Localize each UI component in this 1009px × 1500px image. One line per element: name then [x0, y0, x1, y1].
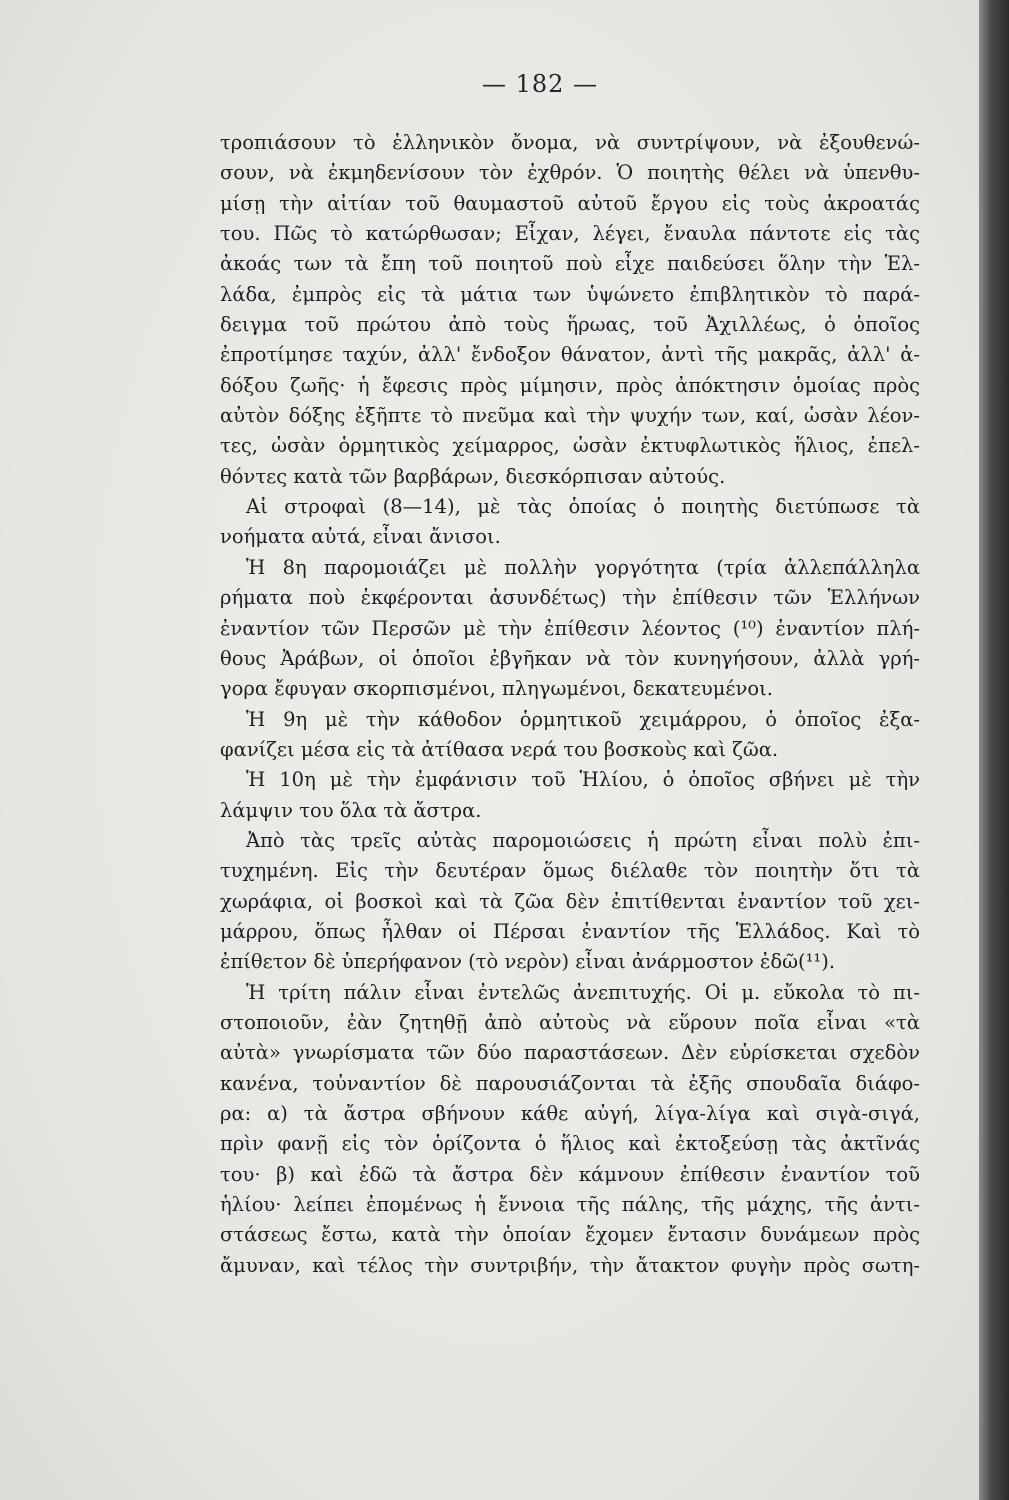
- text-line: δόξου ζωῆς· ἡ ἔφεσις πρὸς μίμησιν, πρὸς ἀπόκτησιν ὁμοίας πρὸς: [220, 373, 920, 397]
- text-line: Ἡ 8η παρομοιάζει μὲ πολλὴν γοργότητα (τρία ἀλλεπάλληλα: [246, 555, 920, 579]
- text-line: Αἱ στροφαὶ (8—14), μὲ τὰς ὁποίας ὁ ποιητὴς διετύπωσε τὰ: [246, 495, 920, 519]
- text-line: ἐπίθετον δὲ ὑπερήφανον (τὸ νερὸν) εἶναι ἀνάρμοστον ἐδῶ(¹¹).: [220, 950, 836, 974]
- text-line: τροπιάσουν τὸ ἑλληνικὸν ὄνομα, νὰ συντρίψουν, νὰ ἐξουθενώ-: [220, 131, 920, 154]
- text-line: του. Πῶς τὸ κατώρθωσαν; Εἶχαν, λέγει, ἔναυλα πάντοτε εἰς τὰς: [220, 222, 920, 246]
- text-line: Ἡ 9η μὲ τὴν κάθοδον ὁρμητικοῦ χειμάρρου, ὁ ὁποῖος ἐξα-: [246, 707, 920, 731]
- text-line: ἄμυναν, καὶ τέλος τὴν συντριβήν, τὴν ἄτακτον φυγὴν πρὸς σωτη-: [220, 1253, 920, 1277]
- text-line: θόντες κατὰ τῶν βαρβάρων, διεσκόρπισαν αὐτούς.: [220, 464, 726, 488]
- text-line: θους Ἀράβων, οἱ ὁποῖοι ἐβγῆκαν νὰ τὸν κυνηγήσουν, ἀλλὰ γρή-: [220, 646, 920, 670]
- text-line: τυχημένη. Εἰς τὴν δευτέραν ὅμως διέλαθε τὸν ποιητὴν ὅτι τὰ: [220, 859, 920, 883]
- text-line: μάρρου, ὅπως ἦλθαν οἱ Πέρσαι ἐναντίον τῆς Ἑλλάδος. Καὶ τὸ: [220, 919, 920, 943]
- text-line: μίσῃ τὴν αἰτίαν τοῦ θαυμαστοῦ αὐτοῦ ἔργου εἰς τοὺς ἀκροατάς: [220, 191, 920, 215]
- text-line: ἡλίου· λείπει ἐπομένως ἡ ἔννοια τῆς πάλης, τῆς μάχης, τῆς ἀντι-: [220, 1193, 920, 1217]
- text-line: δειγμα τοῦ πρώτου ἀπὸ τοὺς ἥρωας, τοῦ Ἀχιλλέως, ὁ ὁποῖος: [220, 313, 920, 337]
- page-number: — 182 —: [481, 70, 599, 98]
- text-line: Ἡ 10η μὲ τὴν ἐμφάνισιν τοῦ Ἡλίου, ὁ ὁποῖος σβήνει μὲ τὴν: [246, 768, 920, 792]
- text-line: λάμψιν του ὅλα τὰ ἄστρα.: [220, 798, 482, 822]
- text-line: στοποιοῦν, ἐὰν ζητηθῇ ἀπὸ αὐτοὺς νὰ εὕρουν ποῖα εἶναι «τὰ: [220, 1010, 920, 1034]
- text-line: ρα: α) τὰ ἄστρα σβήνουν κάθε αὐγή, λίγα-λίγα καὶ σιγὰ-σιγά,: [220, 1102, 920, 1125]
- body-text: [220, 128, 920, 1281]
- text-line: λάδα, ἐμπρὸς εἰς τὰ μάτια των ὑψώνετο ἐπιβλητικὸν τὸ παρά-: [220, 282, 920, 306]
- text-line: ἐπροτίμησε ταχύν, ἀλλ' ἔνδοξον θάνατον, ἀντὶ τῆς μακρᾶς, ἀλλ' ἀ-: [220, 343, 920, 367]
- text-line: πρὶν φανῇ εἰς τὸν ὁρίζοντα ὁ ἥλιος καὶ ἐκτοξεύσῃ τὰς ἀκτῖνάς: [220, 1132, 920, 1156]
- scan-background-edge: [979, 0, 1009, 1500]
- text-line: τες, ὡσὰν ὁρμητικὸς χείμαρρος, ὡσὰν ἐκτυφλωτικὸς ἥλιος, ἐπελ-: [220, 434, 920, 458]
- text-line: χωράφια, οἱ βοσκοὶ καὶ τὰ ζῶα δὲν ἐπιτίθενται ἐναντίον τοῦ χει-: [220, 889, 920, 913]
- text-line: Ἀπὸ τὰς τρεῖς αὐτὰς παρομοιώσεις ἡ πρώτη εἶναι πολὺ ἐπι-: [246, 828, 920, 852]
- text-line: φανίζει μέσα εἰς τὰ ἀτίθασα νερά του βοσκοὺς καὶ ζῶα.: [220, 737, 779, 761]
- text-line: ἀκοάς των τὰ ἔπη τοῦ ποιητοῦ ποὺ εἶχε παιδεύσει ὅλην τὴν Ἑλ-: [220, 252, 920, 276]
- text-line: του· β) καὶ ἐδῶ τὰ ἄστρα δὲν κάμνουν ἐπίθεσιν ἐναντίον τοῦ: [220, 1162, 920, 1186]
- text-line: σουν, νὰ ἐκμηδενίσουν τὸν ἐχθρόν. Ὁ ποιητὴς θέλει νὰ ὑπενθυ-: [220, 161, 920, 185]
- text-line: νοήματα αὐτά, εἶναι ἄνισοι.: [220, 525, 501, 549]
- text-line: αὐτὰ» γνωρίσματα τῶν δύο παραστάσεων. Δὲν εὑρίσκεται σχεδὸν: [220, 1041, 920, 1065]
- text-line: ρήματα ποὺ ἐκφέρονται ἀσυνδέτως) τὴν ἐπίθεσιν τῶν Ἑλλήνων: [220, 586, 920, 610]
- text-line: αὐτὸν δόξης ἐξῆπτε τὸ πνεῦμα καὶ τὴν ψυχήν των, καί, ὡσὰν λέον-: [220, 404, 920, 428]
- text-line: Ἡ τρίτη πάλιν εἶναι ἐντελῶς ἀνεπιτυχής. Οἱ μ. εὔκολα τὸ πι-: [246, 980, 920, 1004]
- text-line: κανένα, τοὐναντίον δὲ παρουσιάζονται τὰ ἑξῆς σπουδαῖα διάφο-: [220, 1071, 920, 1095]
- text-line: γορα ἔφυγαν σκορπισμένοι, πληγωμένοι, δεκατευμένοι.: [220, 677, 773, 701]
- text-line: στάσεως ἔστω, κατὰ τὴν ὁποίαν ἔχομεν ἔντασιν δυνάμεων πρὸς: [220, 1223, 920, 1247]
- text-line: ἐναντίον τῶν Περσῶν μὲ τὴν ἐπίθεσιν λέοντος (¹⁰) ἐναντίον πλή-: [220, 616, 920, 640]
